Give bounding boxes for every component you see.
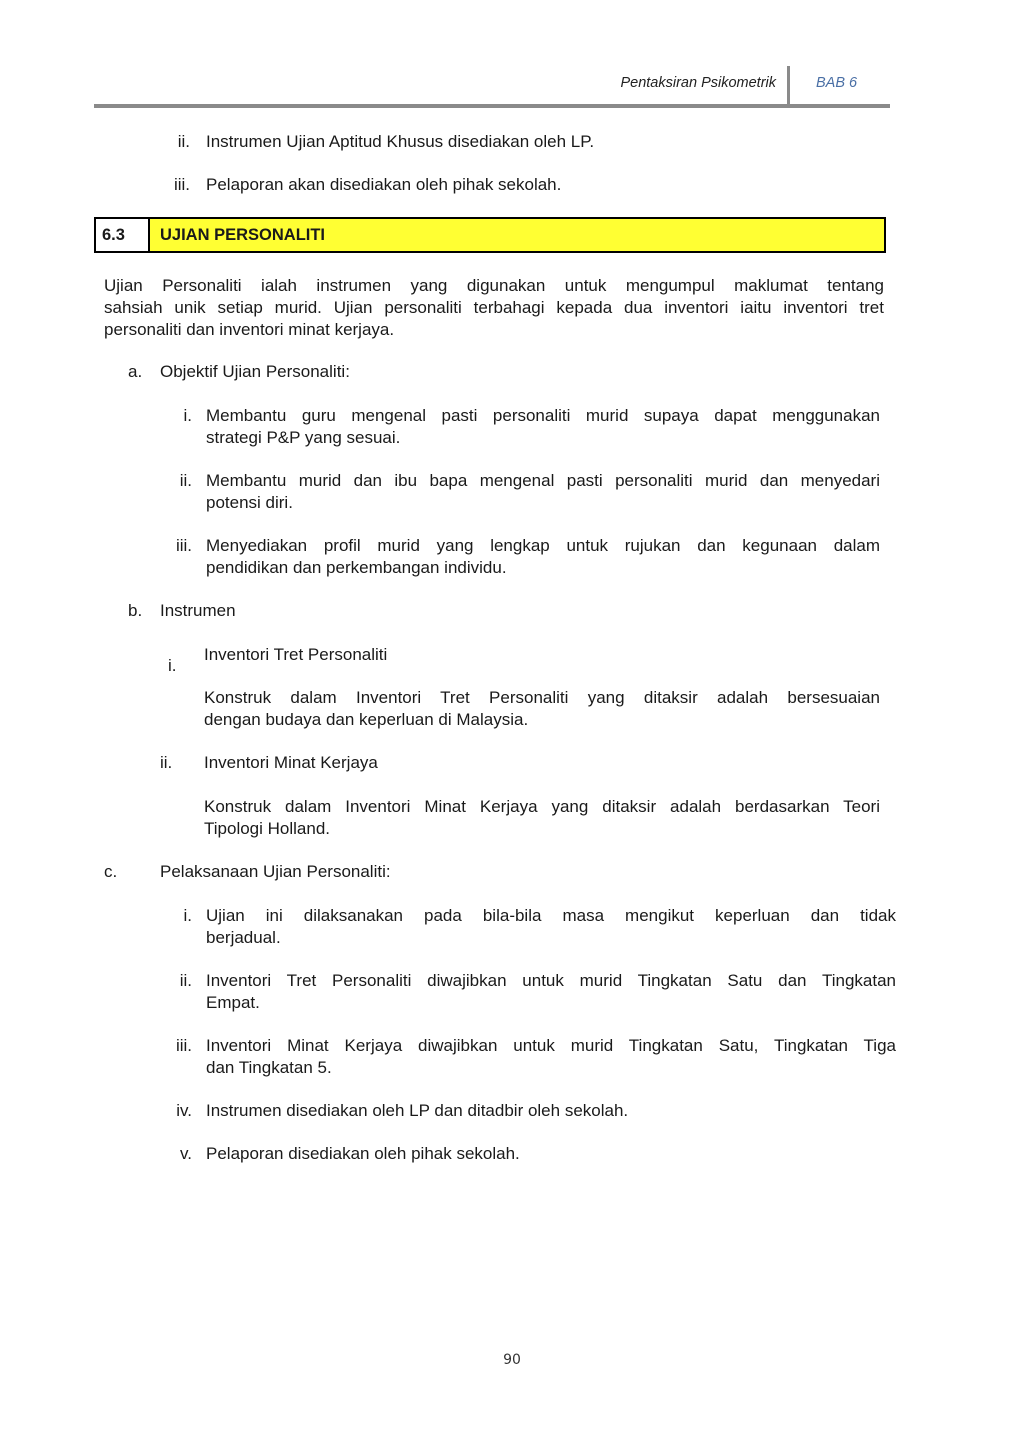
list-item-text: Inventori Minat Kerjaya diwajibkan untuk murid Tingkatan Satu, Tingkatan Tiga (206, 1036, 896, 1055)
section-number: 6.3 (96, 219, 150, 251)
list-item-text: Inventori Tret Personaliti diwajibkan untuk murid Tingkatan Satu dan Tingkatan (206, 971, 896, 990)
list-item-text: Pelaporan disediakan oleh pihak sekolah. (206, 1144, 520, 1163)
list-item-number: ii. (179, 971, 192, 990)
list-item-number: ii. (179, 471, 192, 490)
intro-line: sahsiah unik setiap murid. Ujian personaliti terbahagi kepada dua inventori iaitu inventori tret (104, 298, 884, 317)
part-b-letter: b. (128, 601, 143, 620)
header-rule (94, 104, 890, 108)
list-item-text: Menyediakan profil murid yang lengkap untuk rujukan dan kegunaan dalam (206, 536, 880, 555)
list-item-number: iii. (175, 1036, 192, 1055)
part-a-heading: Objektif Ujian Personaliti: (160, 362, 350, 381)
list-item-text: Membantu murid dan ibu bapa mengenal pasti personaliti murid dan menyedari (206, 471, 880, 490)
intro-line: personaliti dan inventori minat kerjaya. (104, 320, 395, 339)
instrument-description: Konstruk dalam Inventori Tret Personaliti yang ditaksir adalah bersesuaian (204, 688, 880, 707)
list-item-number: iv. (176, 1101, 192, 1120)
instrument-description: Tipologi Holland. (204, 819, 330, 838)
list-item-text: pendidikan dan perkembangan individu. (206, 558, 507, 577)
part-c-heading: Pelaksanaan Ujian Personaliti: (160, 862, 391, 881)
section-heading-box (94, 217, 886, 253)
list-item-text: potensi diri. (206, 493, 293, 512)
list-item-number: iii. (175, 536, 192, 555)
list-item-number: ii. (160, 753, 173, 772)
part-a-letter: a. (128, 362, 143, 381)
list-item-text: Instrumen disediakan oleh LP dan ditadbir oleh sekolah. (206, 1101, 629, 1120)
part-b-heading: Instrumen (160, 601, 236, 620)
list-item-number: i. (183, 906, 192, 925)
list-item-number: i. (168, 656, 177, 675)
intro-line: Ujian Personaliti ialah instrumen yang digunakan untuk mengumpul maklumat tentang (104, 276, 884, 295)
page-number: 90 (503, 1352, 521, 1368)
list-item-text: berjadual. (206, 928, 281, 947)
list-item-number: v. (180, 1144, 192, 1163)
top-item-text: Instrumen Ujian Aptitud Khusus disediakan oleh LP. (206, 132, 595, 151)
instrument-title: Inventori Minat Kerjaya (204, 753, 378, 772)
instrument-description: Konstruk dalam Inventori Minat Kerjaya yang ditaksir adalah berdasarkan Teori (204, 797, 880, 816)
instrument-description: dengan budaya dan keperluan di Malaysia. (204, 710, 529, 729)
part-c-letter: c. (104, 862, 118, 881)
instrument-title: Inventori Tret Personaliti (204, 645, 388, 664)
header-section-title: Pentaksiran Psikometrik (620, 75, 776, 91)
list-item-text: Membantu guru mengenal pasti personaliti murid supaya dapat menggunakan (206, 406, 880, 425)
section-title: UJIAN PERSONALITI (160, 225, 326, 244)
top-item-number: ii. (177, 132, 190, 151)
list-item-text: Empat. (206, 993, 260, 1012)
header-chapter: BAB 6 (816, 75, 858, 91)
header-divider (787, 66, 790, 106)
list-item-number: i. (183, 406, 192, 425)
top-item-text: Pelaporan akan disediakan oleh pihak sekolah. (206, 175, 562, 194)
list-item-text: strategi P&P yang sesuai. (206, 428, 401, 447)
list-item-text: Ujian ini dilaksanakan pada bila-bila masa mengikut keperluan dan tidak (206, 906, 896, 925)
list-item-text: dan Tingkatan 5. (206, 1058, 332, 1077)
top-item-number: iii. (173, 175, 190, 194)
